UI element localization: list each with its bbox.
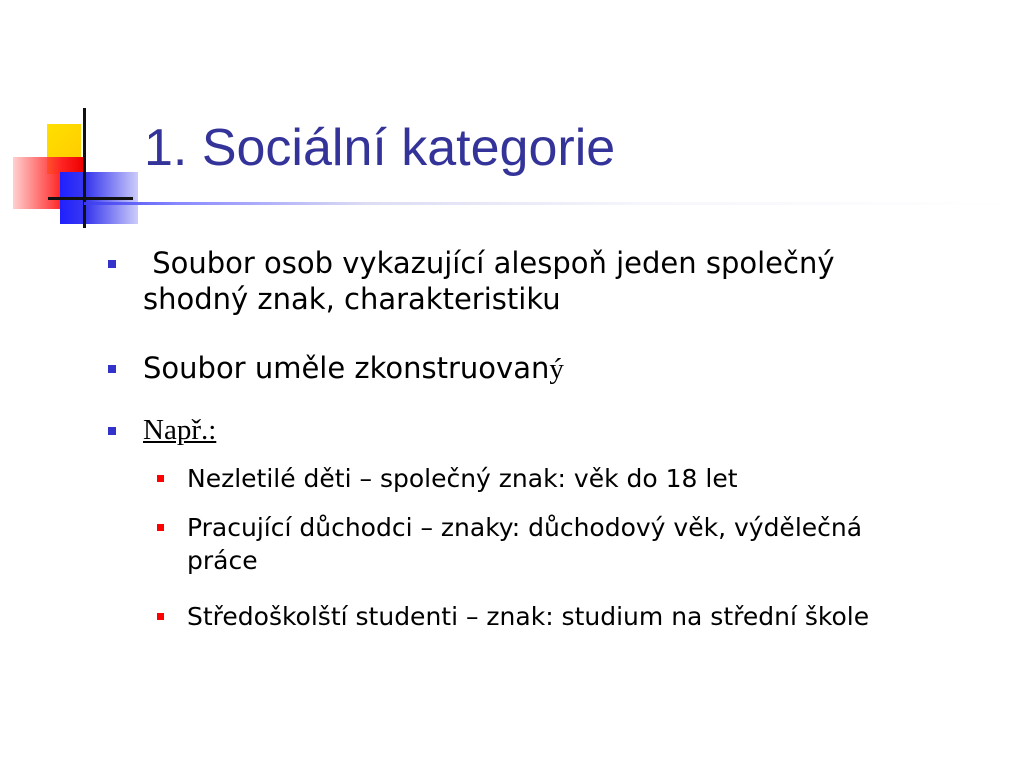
sub-bullet-item bbox=[187, 600, 947, 633]
sub-bullet-square-icon bbox=[157, 475, 164, 482]
bullet-item bbox=[143, 350, 863, 387]
sub-bullet-item bbox=[187, 462, 957, 495]
bullet-item bbox=[143, 245, 863, 317]
sub-bullet-text: Pracující důchodci – znaky: důchodový věk, výdělečná práce bbox=[187, 513, 863, 575]
bullet-text: Soubor osob vykazující alespoň jeden společný shodný znak, charakteristiku bbox=[143, 246, 844, 316]
bullet-square-icon bbox=[108, 260, 116, 268]
bullet-text: Soubor uměle zkonstruovan bbox=[143, 351, 550, 385]
slide-title: 1. Sociální kategorie bbox=[144, 119, 616, 177]
bullet-text-suffix: ý bbox=[549, 353, 564, 385]
sub-bullet-square-icon bbox=[157, 613, 164, 620]
bullet-item bbox=[143, 412, 863, 448]
bullet-square-icon bbox=[108, 365, 116, 373]
sub-bullet-item bbox=[187, 511, 867, 577]
sub-bullet-text: Nezletilé děti – společný znak: věk do 18 let bbox=[187, 464, 738, 493]
bullet-square-icon bbox=[108, 427, 116, 435]
sub-bullet-square-icon bbox=[157, 524, 164, 531]
example-heading: Např.: bbox=[143, 414, 217, 446]
sub-bullet-text: Středoškolští studenti – znak: studium na střední škole bbox=[187, 602, 870, 631]
